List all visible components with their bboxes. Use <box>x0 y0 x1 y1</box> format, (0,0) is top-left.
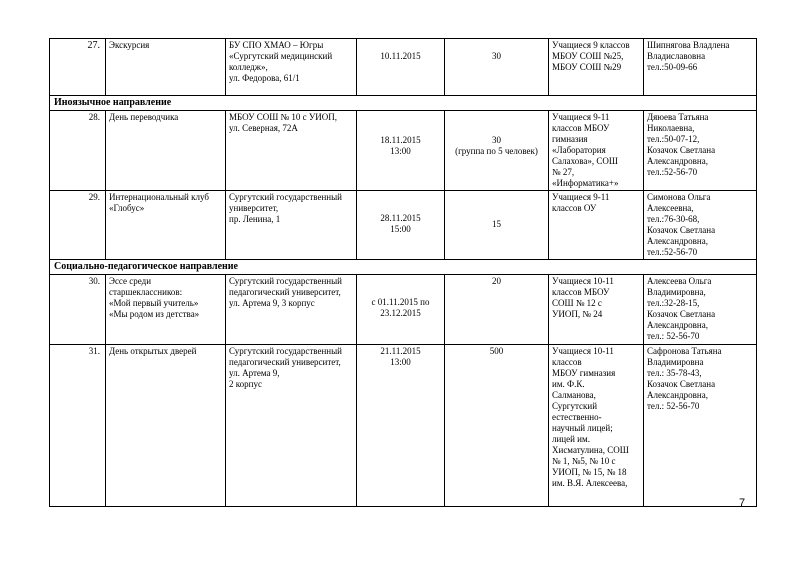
event-date: 21.11.2015 13:00 <box>357 344 445 506</box>
contact-person: Шипнягова Владлена Владиславовна тел.:50-09-66 <box>644 39 757 96</box>
section-row <box>50 96 757 111</box>
participants: Учащиеся 9 классов МБОУ СОШ №25, МБОУ СОШ №29 <box>549 39 644 96</box>
event-date: 28.11.2015 15:00 <box>357 190 445 259</box>
event-name: Эссе среди старшеклассников: «Мой первый учитель» «Мы родом из детства» <box>106 274 226 344</box>
table-row <box>50 274 757 344</box>
row-number: 27. <box>50 39 106 96</box>
row-number: 28. <box>50 111 106 191</box>
section-title: Иноязычное направление <box>50 96 757 111</box>
row-number: 31. <box>50 344 106 506</box>
event-name: Экскурсия <box>106 39 226 96</box>
event-date: 10.11.2015 <box>357 39 445 96</box>
contact-person: Сафронова Татьяна Владимировна тел.: 35-78-43, Козачок Светлана Александровна, тел.: 52-56-70 <box>644 344 757 506</box>
participant-count: 20 <box>445 274 549 344</box>
row-number: 29. <box>50 190 106 259</box>
table-row <box>50 111 757 191</box>
participant-count: 30 (группа по 5 человек) <box>445 111 549 191</box>
table-row <box>50 344 757 506</box>
row-number: 30. <box>50 274 106 344</box>
event-place: Сургутский государственный педагогический университет, ул. Артема 9, 3 корпус <box>226 274 357 344</box>
event-name: День открытых дверей <box>106 344 226 506</box>
participants: Учащиеся 10-11 классов МБОУ СОШ № 12 с УИОП, № 24 <box>549 274 644 344</box>
event-date: 18.11.2015 13:00 <box>357 111 445 191</box>
event-place: Сургутский государственный университет, пр. Ленина, 1 <box>226 190 357 259</box>
participant-count: 500 <box>445 344 549 506</box>
contact-person: Дяюева Татьяна Николаевна, тел.:50-07-12, Козачок Светлана Александровна, тел.:52-56-70 <box>644 111 757 191</box>
participants: Учащиеся 10-11 классов МБОУ гимназия им. Ф.К. Салманова, Сургутский естественно- научный лицей; лицей им. Хисматулина, СОШ № 1, №5, № 10 с УИОП, № 15, № 18 им. В.Я. Алексеева, <box>549 344 644 506</box>
event-place: Сургутский государственный педагогический университет, ул. Артема 9, 2 корпус <box>226 344 357 506</box>
events-table <box>49 38 757 507</box>
participants: Учащиеся 9-11 классов ОУ <box>549 190 644 259</box>
event-place: БУ СПО ХМАО – Югры «Сургутский медицинский колледж», ул. Федорова, 61/1 <box>226 39 357 96</box>
page-number: 7 <box>739 497 746 509</box>
table-row <box>50 39 757 96</box>
event-date: с 01.11.2015 по 23.12.2015 <box>357 274 445 344</box>
participants: Учащиеся 9-11 классов МБОУ гимназия «Лаборатория Салахова», СОШ № 27, «Информатика+» <box>549 111 644 191</box>
event-name: День переводчика <box>106 111 226 191</box>
event-name: Интернациональный клуб «Глобус» <box>106 190 226 259</box>
section-row <box>50 259 757 274</box>
event-place: МБОУ СОШ № 10 с УИОП, ул. Северная, 72А <box>226 111 357 191</box>
section-title: Социально-педагогическое направление <box>50 259 757 274</box>
table-row <box>50 190 757 259</box>
participant-count: 30 <box>445 39 549 96</box>
participant-count: 15 <box>445 190 549 259</box>
contact-person: Алексеева Ольга Владимировна, тел.:32-28-15, Козачок Светлана Александровна, тел.: 52-56-70 <box>644 274 757 344</box>
contact-person: Симонова Ольга Алексеевна, тел.:76-30-68, Козачок Светлана Александровна, тел.:52-56-70 <box>644 190 757 259</box>
